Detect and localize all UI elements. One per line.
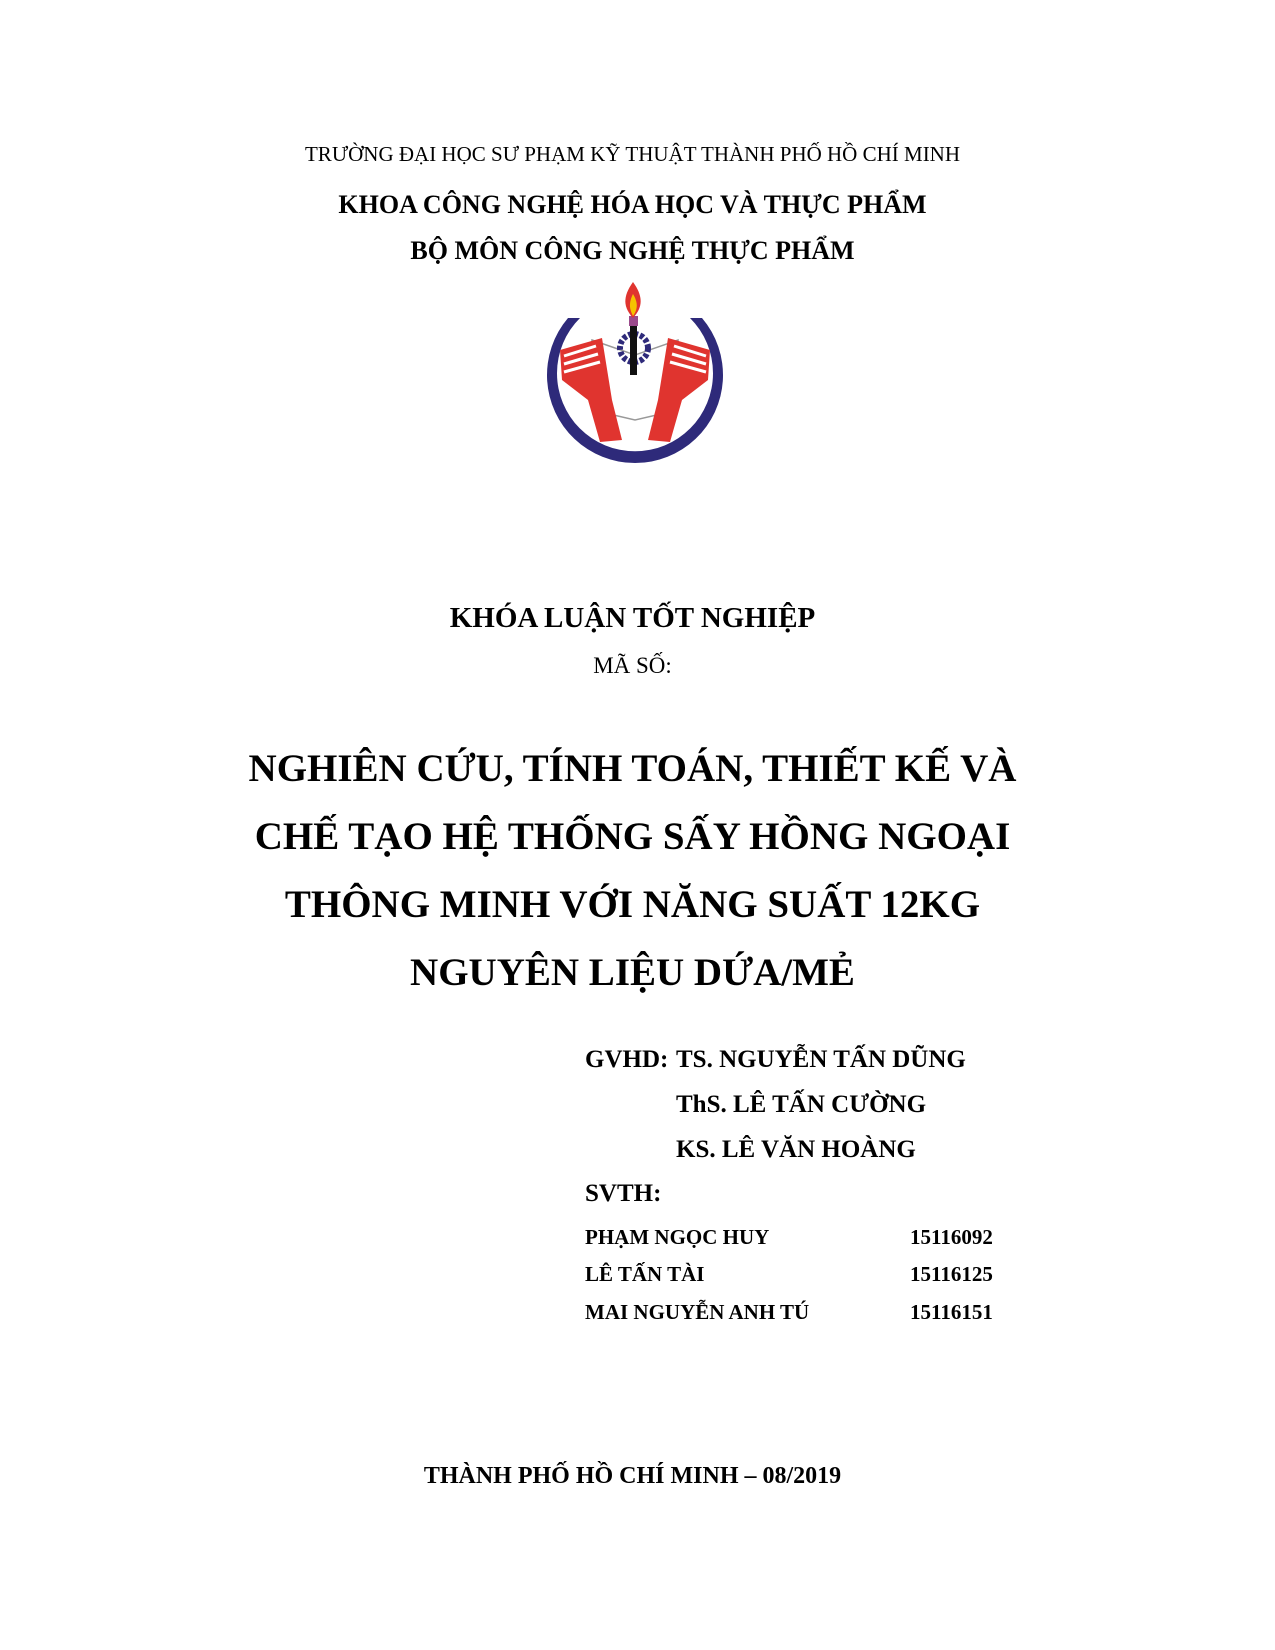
- student-name: PHẠM NGỌC HUY: [585, 1225, 770, 1249]
- student-name: LÊ TẤN TÀI: [585, 1262, 705, 1286]
- student-id: 15116151: [910, 1300, 993, 1324]
- title-line: THÔNG MINH VỚI NĂNG SUẤT 12KG: [284, 883, 981, 926]
- student-label: SVTH:: [585, 1180, 662, 1207]
- thesis-title: [0, 735, 1265, 1007]
- advisor-name: ThS. LÊ TẤN CƯỜNG: [676, 1091, 927, 1118]
- advisor-label: GVHD:: [585, 1046, 669, 1073]
- student-id: 15116092: [910, 1225, 993, 1249]
- university-name: TRƯỜNG ĐẠI HỌC SƯ PHẠM KỸ THUẬT THÀNH PHỐ HỒ CHÍ MINH: [304, 142, 961, 166]
- title-line: NGUYÊN LIỆU DỨA/MẺ: [410, 951, 855, 994]
- advisor-name: KS. LÊ VĂN HOÀNG: [676, 1136, 916, 1163]
- advisor-name: TS. NGUYỄN TẤN DŨNG: [676, 1046, 966, 1073]
- title-line: NGHIÊN CỨU, TÍNH TOÁN, THIẾT KẾ VÀ: [248, 747, 1017, 790]
- code-label: MÃ SỐ:: [593, 653, 672, 678]
- title-line: CHẾ TẠO HỆ THỐNG SẤY HỒNG NGOẠI: [254, 815, 1011, 858]
- university-logo-icon: [540, 280, 730, 480]
- student-id: 15116125: [910, 1262, 993, 1286]
- faculty-name: KHOA CÔNG NGHỆ HÓA HỌC VÀ THỰC PHẨM: [338, 190, 927, 219]
- place-date: THÀNH PHỐ HỒ CHÍ MINH – 08/2019: [423, 1463, 842, 1489]
- document-type: KHÓA LUẬN TỐT NGHIỆP: [449, 602, 816, 634]
- student-name: MAI NGUYỄN ANH TÚ: [585, 1300, 810, 1324]
- department-name: BỘ MÔN CÔNG NGHỆ THỰC PHẨM: [410, 236, 855, 265]
